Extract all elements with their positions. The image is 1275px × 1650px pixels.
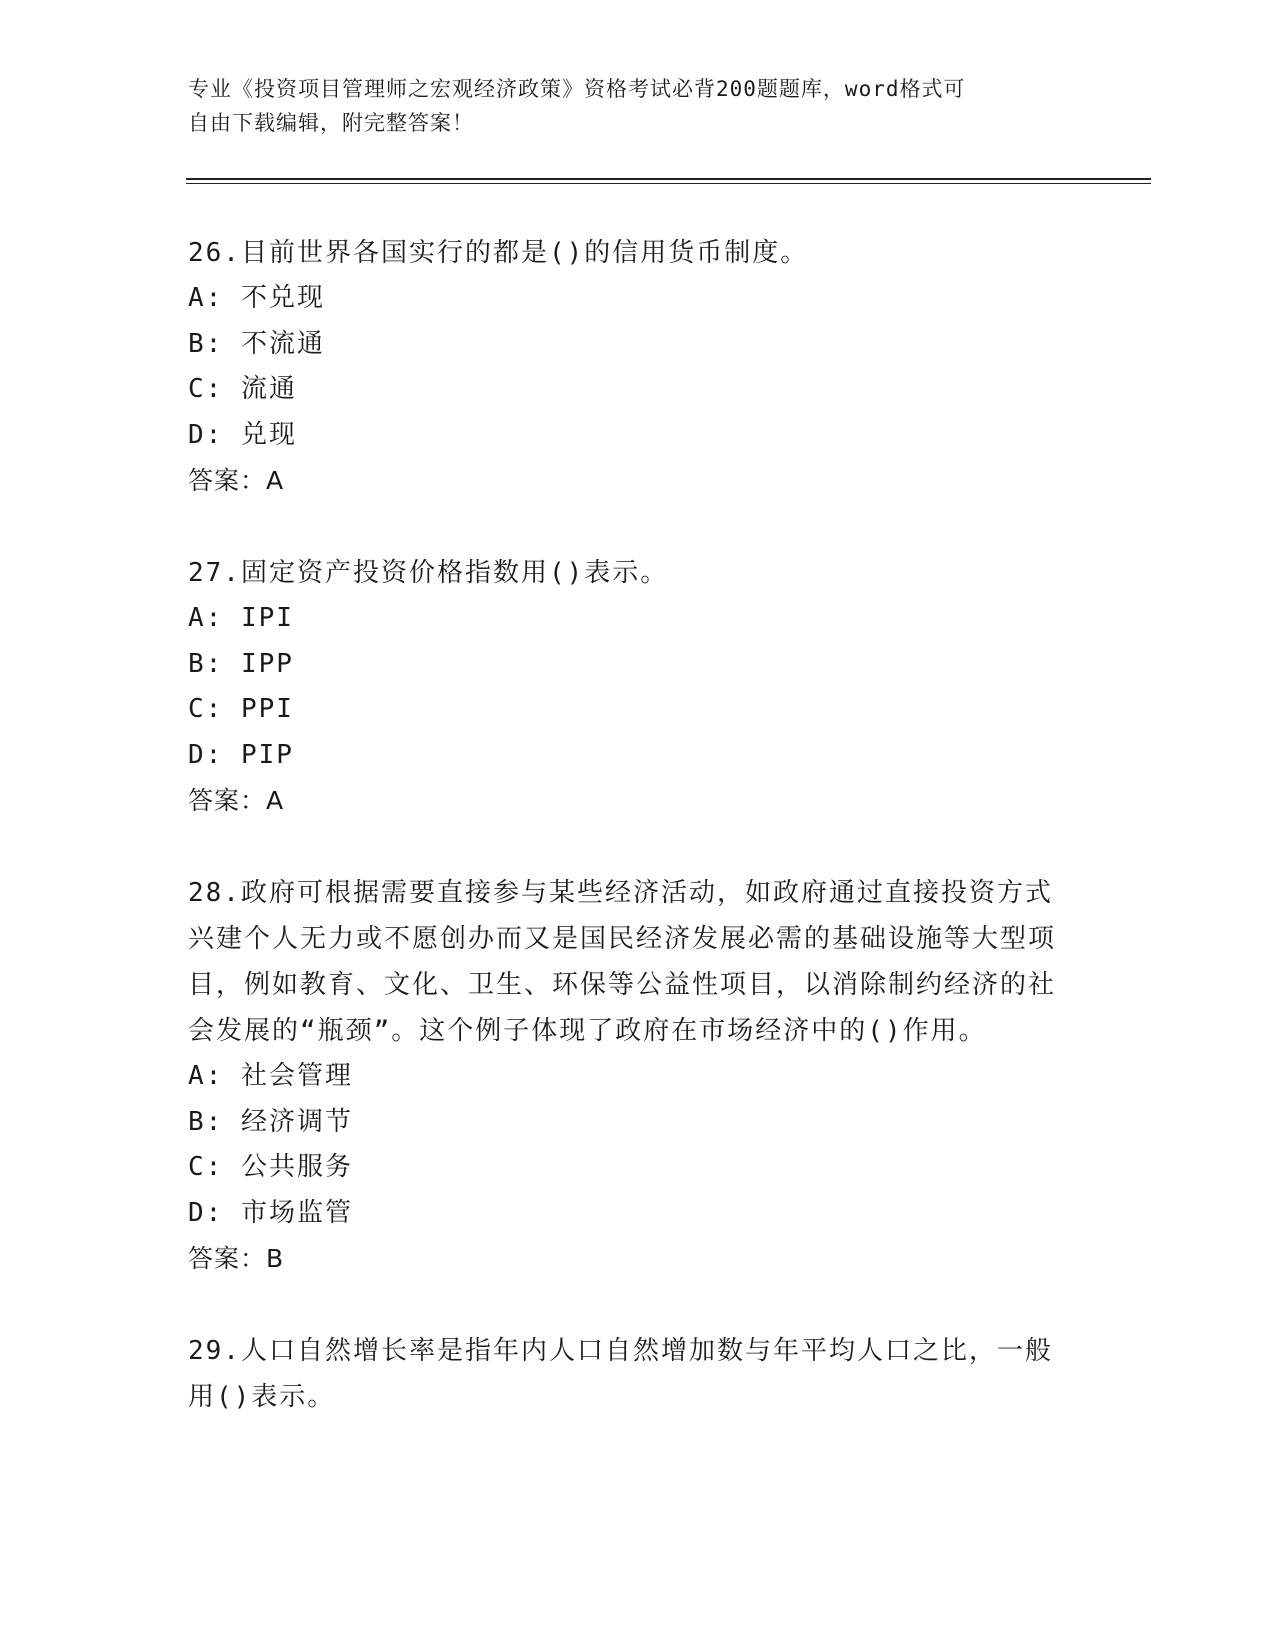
option-a: A: 不兑现 — [188, 283, 325, 313]
question-stem: 29.人口自然增长率是指年内人口自然增加数与年平均人口之比，一般用()表示。 — [188, 1336, 1053, 1412]
question-list — [188, 230, 1068, 1466]
answer-label: 答案：B — [188, 1244, 285, 1273]
question-28 — [188, 870, 1068, 1282]
option-c: C: 流通 — [188, 374, 297, 404]
answer-label: 答案：A — [188, 466, 285, 495]
answer-label: 答案：A — [188, 786, 285, 815]
option-d: D: 兑现 — [188, 419, 297, 450]
question-stem: 28.政府可根据需要直接参与某些经济活动，如政府通过直接投资方式兴建个人无力或不愿创办而又是国民经济发展必需的基础设施等大型项目，例如教育、文化、卫生、环保等公益性项目，以消除制约经济的社会发展的“瓶颈”。这个例子体现了政府在市场经济中的()作用。 — [188, 878, 1057, 1046]
option-a: A: 社会管理 — [188, 1061, 353, 1091]
question-stem: 27.固定资产投资价格指数用()表示。 — [188, 558, 669, 588]
option-a: A: IPI — [188, 603, 294, 633]
option-d: D: 市场监管 — [188, 1197, 353, 1228]
header-title-line-2: 自由下载编辑，附完整答案！ — [188, 111, 474, 135]
question-27 — [188, 550, 1068, 824]
header-divider-thin — [186, 183, 1151, 184]
option-b: B: IPP — [188, 648, 294, 679]
option-c: C: PPI — [188, 694, 294, 724]
option-b: B: 经济调节 — [188, 1106, 353, 1137]
header-divider-thick — [186, 178, 1151, 180]
option-b: B: 不流通 — [188, 328, 325, 359]
option-d: D: PIP — [188, 739, 294, 770]
option-c: C: 公共服务 — [188, 1152, 353, 1182]
question-26 — [188, 230, 1068, 504]
header-title-line-1: 专业《投资项目管理师之宏观经济政策》资格考试必背200题题库，word格式可 — [188, 77, 966, 101]
question-stem: 26.目前世界各国实行的都是()的信用货币制度。 — [188, 238, 809, 268]
document-header — [188, 72, 1068, 140]
question-29 — [188, 1328, 1068, 1420]
